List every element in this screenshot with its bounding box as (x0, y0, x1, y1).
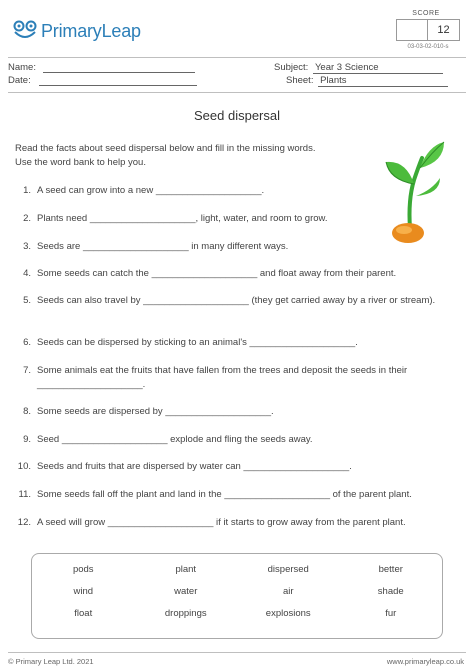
question-11 (15, 488, 461, 502)
footer-divider (8, 652, 466, 653)
footer-url[interactable]: www.primaryleap.co.uk (386, 657, 464, 666)
word-bank-item: wind (73, 586, 94, 597)
word-bank-item: droppings (164, 608, 207, 619)
question-12 (15, 516, 461, 530)
brand-name: PrimaryLeap (41, 20, 141, 41)
subject-field (274, 62, 443, 74)
question-8 (15, 405, 455, 419)
word-bank-item: better (378, 564, 403, 575)
date-label: Date: (8, 75, 31, 86)
word-bank-item: shade (377, 586, 404, 597)
question-text[interactable]: Some seeds can catch the ____________________ and float away from their parent. (37, 268, 397, 279)
question-number: 5. (23, 295, 31, 306)
header-divider (8, 57, 466, 58)
question-number: 8. (23, 406, 31, 417)
question-number: 3. (23, 241, 31, 252)
sheet-field (286, 75, 448, 87)
question-4 (15, 267, 455, 281)
question-text[interactable]: Seeds can be dispersed by sticking to an animal's ____________________. (37, 337, 358, 348)
question-number: 10. (17, 461, 31, 472)
question-text[interactable]: Plants need ____________________, light, water, and room to grow. (37, 213, 328, 224)
question-number: 9. (23, 434, 31, 445)
instructions-line-1: Read the facts about seed dispersal below and fill in the missing words. (15, 143, 316, 154)
name-label: Name: (8, 62, 36, 73)
question-2 (15, 212, 455, 226)
score-value: 12 (428, 19, 460, 41)
question-text[interactable]: A seed will grow ____________________ if it starts to grow away from the parent plant. (37, 517, 406, 528)
worksheet-title: Seed dispersal (194, 108, 280, 123)
sheet-label: Sheet: (286, 75, 314, 86)
subject-label: Subject: (274, 62, 309, 73)
word-bank-item: explosions (265, 608, 311, 619)
question-number: 12. (17, 517, 31, 528)
question-number: 2. (23, 213, 31, 224)
date-field[interactable] (8, 75, 197, 86)
word-bank-item: float (74, 608, 93, 619)
question-text[interactable]: A seed can grow into a new ____________________. (37, 185, 265, 196)
question-5 (15, 294, 455, 308)
name-line[interactable] (43, 63, 195, 73)
question-3 (15, 240, 455, 254)
question-text[interactable]: Seed ____________________ explode and fling the seeds away. (37, 434, 313, 445)
date-line[interactable] (39, 76, 197, 86)
question-number: 6. (23, 337, 31, 348)
question-number: 4. (23, 268, 31, 279)
question-text[interactable]: Some seeds are dispersed by ____________________. (37, 406, 274, 417)
word-bank (31, 553, 443, 639)
word-bank-item: fur (385, 608, 397, 619)
question-6 (15, 336, 455, 350)
meta-divider (8, 92, 466, 93)
sheet-code: 03-03-02-010-s (407, 44, 449, 50)
instructions-line-2: Use the word bank to help you. (15, 157, 146, 168)
question-number: 11. (18, 489, 31, 500)
question-10 (15, 460, 455, 474)
frog-icon (12, 20, 38, 42)
question-text[interactable]: Seeds are ____________________ in many different ways. (37, 241, 289, 252)
score-box (396, 10, 460, 50)
name-field[interactable] (8, 62, 195, 73)
score-empty-cell[interactable] (396, 19, 428, 41)
question-text[interactable]: Some animals eat the fruits that have fallen from the trees and deposit the seeds in their ____________________. (37, 365, 408, 390)
question-text[interactable]: Seeds and fruits that are dispersed by water can ____________________. (37, 461, 352, 472)
instructions (15, 142, 375, 170)
question-number: 7. (23, 365, 31, 376)
word-bank-item: plant (175, 564, 197, 575)
brand-logo (12, 20, 141, 42)
score-label: SCORE (412, 10, 440, 17)
word-bank-item: water (174, 586, 198, 597)
word-bank-item: dispersed (267, 564, 309, 575)
sheet-value: Plants (318, 75, 448, 87)
question-number: 1. (23, 185, 31, 196)
subject-value: Year 3 Science (313, 62, 443, 74)
copyright: © Primary Leap Ltd. 2021 (8, 657, 94, 666)
question-text[interactable]: Seeds can also travel by ____________________ (they get carried away by a river or stream). (37, 295, 436, 306)
question-text[interactable]: Some seeds fall off the plant and land in the ____________________ of the parent plant. (37, 489, 412, 500)
question-1 (15, 184, 455, 198)
word-bank-item: pods (72, 564, 94, 575)
question-9 (15, 433, 455, 447)
question-7 (15, 364, 461, 392)
word-bank-item: air (282, 586, 294, 597)
